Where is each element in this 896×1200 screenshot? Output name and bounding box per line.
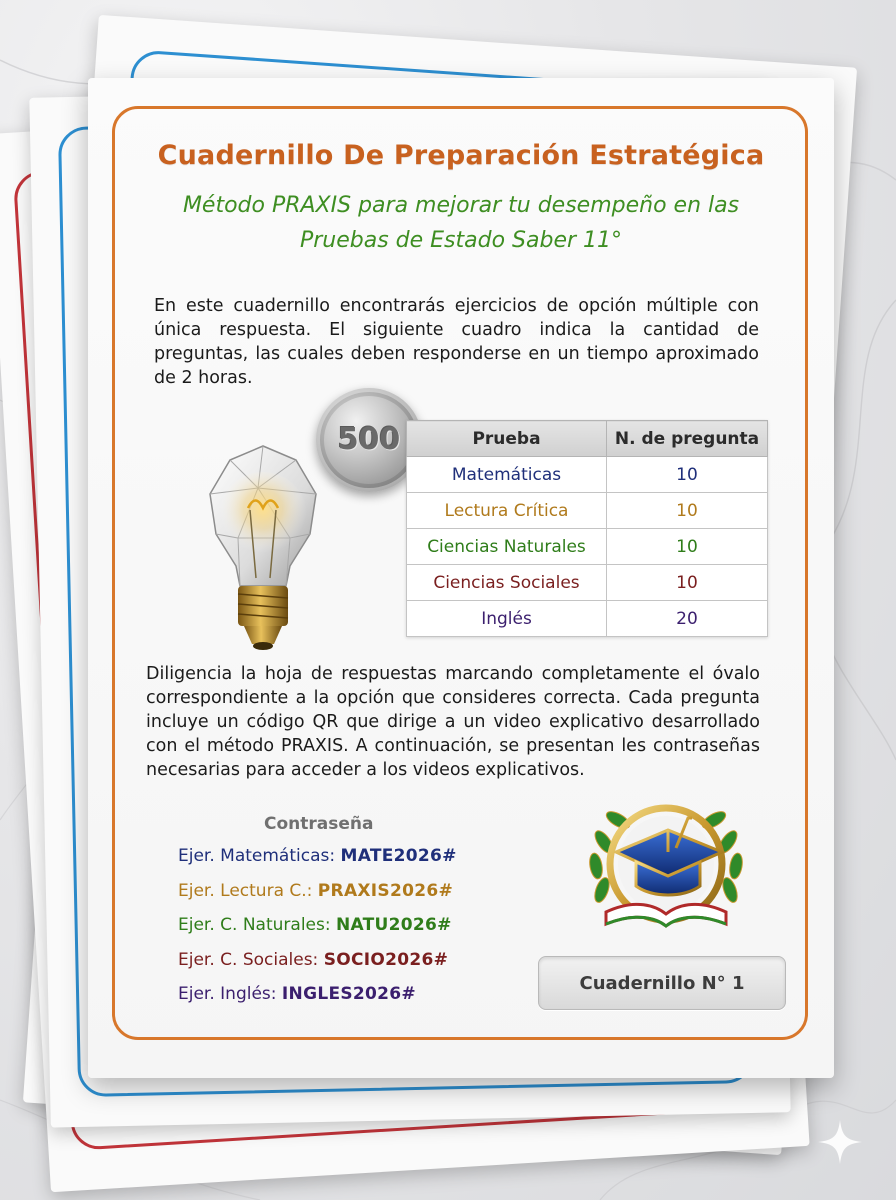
password-code: SOCIO2026# (323, 949, 449, 970)
coin-value: 500 (337, 422, 401, 457)
password-label: Ejer. Lectura C.: (178, 880, 313, 901)
subject-cell: Ciencias Sociales (407, 565, 607, 601)
password-label: Ejer. Matemáticas: (178, 846, 336, 866)
password-label: Ejer. Inglés: (178, 984, 277, 1004)
passwords-heading: Contraseña (264, 814, 374, 834)
password-item (178, 846, 457, 881)
password-item (178, 915, 457, 950)
tests-table (406, 420, 768, 637)
booklet-number-badge: Cuadernillo N° 1 (538, 956, 786, 1010)
question-count-cell: 10 (607, 529, 768, 565)
password-code: NATU2026# (336, 915, 452, 935)
instructions-paragraph: Diligencia la hoja de respuestas marcando completamente el óvalo correspondiente a la opción que consideres correcta. Cada pregunta incluye un código QR que dirige a un video explicativo desarrollado con el método PRAXIS. A continuación, se presentan les contraseñas necesarias para acceder a los videos explicativos. (146, 664, 760, 780)
table-row (407, 529, 768, 565)
intro-paragraph: En este cuadernillo encontrarás ejercicios de opción múltiple con única respuesta. El siguiente cuadro indica la cantidad de preguntas, las cuales deben responderse en un tiempo aproximado de 2 horas. (154, 296, 759, 388)
lightbulb-icon (198, 438, 328, 658)
password-label: Ejer. C. Sociales: (178, 949, 319, 970)
table-row (407, 565, 768, 601)
password-code: PRAXIS2026# (317, 880, 454, 901)
table-row (407, 493, 768, 529)
booklet-cover (88, 78, 834, 1078)
password-label: Ejer. C. Naturales: (178, 915, 331, 935)
booklet-title: Cuadernillo De Preparación Estratégica (157, 140, 765, 171)
password-item (178, 984, 457, 1019)
table-row (407, 601, 768, 637)
question-count-cell: 20 (607, 601, 768, 637)
graduation-cap-emblem-icon (576, 790, 756, 950)
question-count-cell: 10 (607, 493, 768, 529)
subject-cell: Inglés (407, 601, 607, 637)
table-header: N. de pregunta (607, 421, 768, 457)
subject-cell: Lectura Crítica (407, 493, 607, 529)
question-count-cell: 10 (607, 457, 768, 493)
table-header-row (407, 421, 768, 457)
subject-cell: Matemáticas (407, 457, 607, 493)
password-code: INGLES2026# (281, 984, 416, 1004)
passwords-list (178, 846, 457, 1019)
password-code: MATE2026# (340, 846, 457, 866)
table-row (407, 457, 768, 493)
table-header: Prueba (407, 421, 607, 457)
question-count-cell: 10 (607, 565, 768, 601)
password-item (178, 950, 457, 985)
password-item (178, 881, 457, 916)
sparkle-icon (816, 1118, 864, 1166)
booklet-subtitle: Método PRAXIS para mejorar tu desempeño en las Pruebas de Estado Saber 11° (182, 193, 740, 253)
subject-cell: Ciencias Naturales (407, 529, 607, 565)
